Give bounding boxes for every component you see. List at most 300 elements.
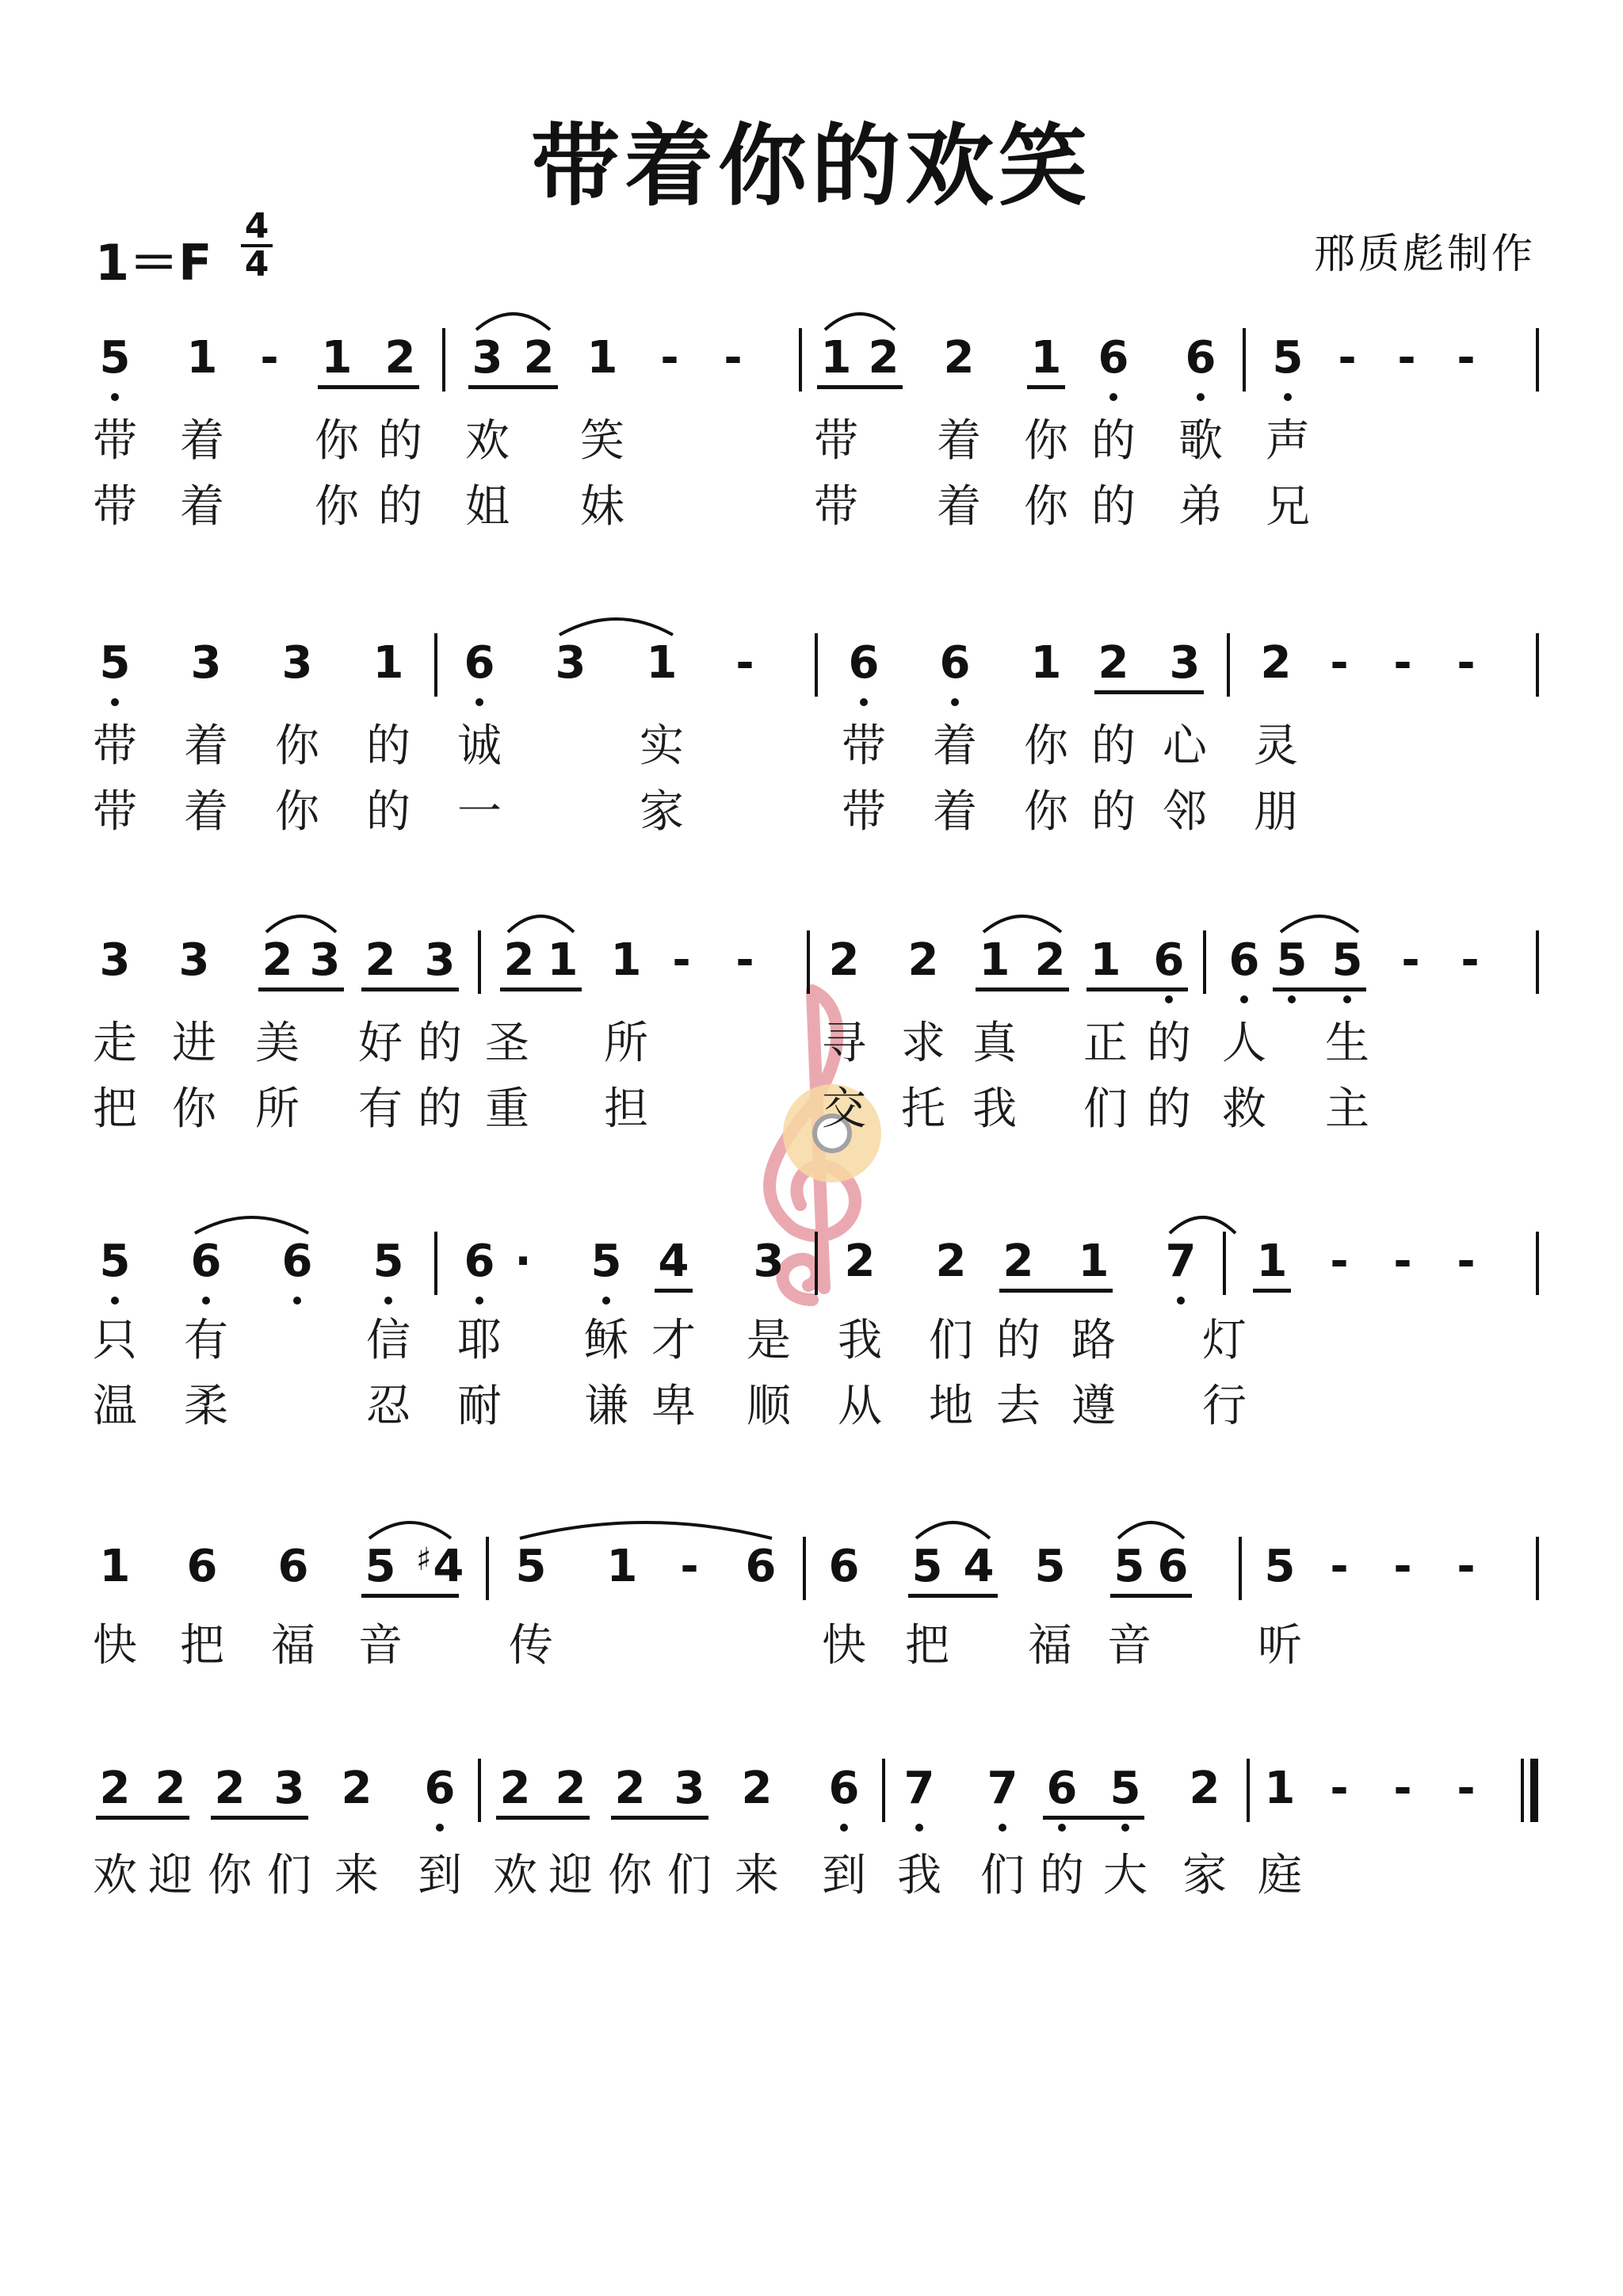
lyric-syllable: 带 xyxy=(814,415,858,467)
eighth-note-underline xyxy=(258,988,344,991)
song-title: 带着你的欢笑 xyxy=(531,114,1092,218)
barline xyxy=(486,1537,489,1600)
lyric-syllable: 的 xyxy=(1091,720,1136,772)
lyric-syllable: 声 xyxy=(1266,415,1310,467)
note: 3 xyxy=(1169,637,1201,689)
lyric-syllable: 诚 xyxy=(457,720,502,772)
low-octave-dot xyxy=(951,698,959,706)
low-octave-dot xyxy=(111,1297,119,1305)
note: 5 xyxy=(99,1236,131,1287)
note: 1 xyxy=(99,1541,131,1592)
lyric-syllable: 进 xyxy=(172,1018,216,1069)
note: 1 xyxy=(1030,332,1062,384)
note: 5 xyxy=(365,1541,396,1592)
dash-sustain: - xyxy=(1338,332,1357,384)
lyric-syllable: 迎 xyxy=(148,1850,193,1901)
lyric-syllable: 带 xyxy=(93,415,137,467)
barline xyxy=(799,328,802,392)
note: 1 xyxy=(1030,637,1062,689)
note: 7 xyxy=(903,1763,935,1814)
low-octave-dot xyxy=(436,1824,444,1832)
barline xyxy=(1536,930,1539,994)
note: 6 xyxy=(1228,934,1260,986)
lyric-syllable: 只 xyxy=(93,1315,137,1366)
low-octave-dot xyxy=(840,1824,848,1832)
note: 2 xyxy=(1002,1236,1034,1287)
note: 7 xyxy=(987,1763,1018,1814)
dash-sustain: - xyxy=(735,934,754,986)
eighth-note-underline xyxy=(1027,385,1065,389)
lyric-syllable: 柔 xyxy=(184,1381,228,1432)
note: 6 xyxy=(1098,332,1129,384)
note: 6 xyxy=(848,637,880,689)
low-octave-dot xyxy=(1288,995,1296,1003)
lyric-syllable: 耶 xyxy=(457,1315,502,1366)
lyric-syllable: 带 xyxy=(842,720,886,772)
note: 2 xyxy=(1189,1763,1220,1814)
lyric-syllable: 着 xyxy=(937,481,981,533)
lyric-syllable: 你 xyxy=(275,786,319,838)
lyric-syllable: 有 xyxy=(358,1083,403,1135)
dash-sustain: - xyxy=(1393,1236,1412,1287)
note: 3 xyxy=(674,1763,705,1814)
low-octave-dot xyxy=(602,1297,610,1305)
eighth-note-underline xyxy=(1094,690,1204,694)
eighth-note-underline xyxy=(468,385,558,389)
low-octave-dot xyxy=(1343,995,1351,1003)
note: 5 xyxy=(99,637,131,689)
note: 3 xyxy=(309,934,341,986)
dash-sustain: - xyxy=(660,332,679,384)
lyric-syllable: 顺 xyxy=(747,1381,791,1432)
note: 2 xyxy=(214,1763,246,1814)
final-barline xyxy=(1530,1759,1538,1822)
lyric-syllable: 去 xyxy=(996,1381,1041,1432)
note: 2 xyxy=(499,1763,531,1814)
lyric-syllable: 的 xyxy=(1091,481,1136,533)
final-barline-thin xyxy=(1521,1759,1524,1822)
lyric-syllable: 的 xyxy=(378,481,422,533)
low-octave-dot xyxy=(1177,1297,1185,1305)
lyric-syllable: 大 xyxy=(1103,1850,1148,1901)
note: 6 xyxy=(464,637,495,689)
note: 1 xyxy=(1090,934,1121,986)
lyric-syllable: 的 xyxy=(1091,786,1136,838)
eighth-note-underline xyxy=(611,1816,708,1820)
low-octave-dot xyxy=(293,1297,301,1305)
eighth-note-underline xyxy=(361,1594,459,1598)
lyric-syllable: 担 xyxy=(604,1083,648,1135)
low-octave-dot xyxy=(111,698,119,706)
dash-sustain: - xyxy=(672,934,691,986)
lyric-syllable: 朋 xyxy=(1254,786,1298,838)
note: 6 xyxy=(186,1541,218,1592)
lyric-syllable: 着 xyxy=(180,481,224,533)
low-octave-dot xyxy=(1058,1824,1066,1832)
lyric-syllable: 托 xyxy=(901,1083,945,1135)
dash-sustain: - xyxy=(1457,637,1476,689)
note: 3 xyxy=(281,637,313,689)
note-digit: 4 xyxy=(433,1541,464,1592)
note: 5 xyxy=(99,332,131,384)
dash-sustain: - xyxy=(680,1541,699,1592)
note: 5 xyxy=(372,1236,404,1287)
lyric-syllable: 福 xyxy=(1028,1620,1072,1671)
barline xyxy=(807,930,810,994)
lyric-syllable: 谦 xyxy=(584,1381,628,1432)
lyric-syllable: 着 xyxy=(184,720,228,772)
lyric-syllable: 你 xyxy=(1024,786,1068,838)
lyric-syllable: 带 xyxy=(93,720,137,772)
lyric-syllable: 灯 xyxy=(1202,1315,1247,1366)
lyric-syllable: 歌 xyxy=(1178,415,1223,467)
lyric-syllable: 灵 xyxy=(1254,720,1298,772)
note: 6 xyxy=(828,1541,860,1592)
lyric-syllable: 传 xyxy=(509,1620,553,1671)
lyric-syllable: 真 xyxy=(972,1018,1017,1069)
note: 2 xyxy=(503,934,535,986)
dash-sustain: - xyxy=(1393,1541,1412,1592)
barline xyxy=(1243,328,1246,392)
sharp-accidental: ♯ xyxy=(416,1541,432,1578)
lyric-syllable: 庭 xyxy=(1258,1850,1302,1901)
note: 1 xyxy=(820,332,852,384)
lyric-syllable: 遵 xyxy=(1071,1381,1116,1432)
note: 2 xyxy=(99,1763,131,1814)
note: 2 xyxy=(523,332,555,384)
eighth-note-underline xyxy=(908,1594,998,1598)
note: 3 xyxy=(178,934,210,986)
lyric-syllable: 行 xyxy=(1202,1381,1247,1432)
lyric-syllable: 生 xyxy=(1325,1018,1369,1069)
lyric-syllable: 快 xyxy=(93,1620,137,1671)
lyric-syllable: 你 xyxy=(1024,481,1068,533)
dash-sustain: - xyxy=(735,637,754,689)
barline xyxy=(815,1232,818,1295)
low-octave-dot xyxy=(1197,393,1205,401)
lyric-syllable: 欢 xyxy=(465,415,510,467)
note: 1 xyxy=(1264,1763,1296,1814)
note xyxy=(416,1541,464,1596)
lyric-syllable: 的 xyxy=(366,786,411,838)
lyric-syllable: 温 xyxy=(93,1381,137,1432)
note: 2 xyxy=(943,332,975,384)
note: 5 xyxy=(1272,332,1304,384)
lyric-syllable: 才 xyxy=(651,1315,696,1366)
barline xyxy=(478,1759,481,1822)
lyric-syllable: 心 xyxy=(1163,720,1207,772)
note: 5 xyxy=(1264,1541,1296,1592)
lyric-syllable: 你 xyxy=(208,1850,252,1901)
note: 3 xyxy=(472,332,503,384)
eighth-note-underline xyxy=(1253,1289,1291,1293)
lyric-syllable: 你 xyxy=(172,1083,216,1135)
note: 6 xyxy=(190,1236,222,1287)
dash-sustain: - xyxy=(1457,1763,1476,1814)
note: 2 xyxy=(907,934,939,986)
lyric-syllable: 所 xyxy=(255,1083,300,1135)
lyric-syllable: 好 xyxy=(358,1018,403,1069)
lyric-syllable: 欢 xyxy=(493,1850,537,1901)
low-octave-dot xyxy=(202,1297,210,1305)
lyric-syllable: 带 xyxy=(93,481,137,533)
note: 5 xyxy=(1109,1763,1141,1814)
note: 7 xyxy=(1165,1236,1197,1287)
note: 1 xyxy=(372,637,404,689)
lyric-syllable: 是 xyxy=(747,1315,791,1366)
eighth-note-underline xyxy=(817,385,903,389)
lyric-syllable: 你 xyxy=(1024,720,1068,772)
barline xyxy=(1536,633,1539,697)
lyric-syllable: 从 xyxy=(838,1381,882,1432)
note: 2 xyxy=(844,1236,876,1287)
note: 1 xyxy=(610,934,642,986)
lyric-syllable: 带 xyxy=(814,481,858,533)
lyric-syllable: 路 xyxy=(1071,1315,1116,1366)
lyric-syllable: 信 xyxy=(366,1315,411,1366)
low-octave-dot xyxy=(860,698,868,706)
lyric-syllable: 交 xyxy=(822,1083,866,1135)
lyric-syllable: 救 xyxy=(1222,1083,1266,1135)
barline xyxy=(434,633,437,697)
dash-sustain: - xyxy=(1397,332,1416,384)
dash-sustain: - xyxy=(1330,1236,1349,1287)
lyric-syllable: 们 xyxy=(980,1850,1025,1901)
lyric-syllable: 你 xyxy=(275,720,319,772)
lyric-syllable: 主 xyxy=(1325,1083,1369,1135)
dash-sustain: - xyxy=(1330,637,1349,689)
lyric-syllable: 着 xyxy=(933,720,977,772)
note: 2 xyxy=(341,1763,372,1814)
eighth-note-underline xyxy=(496,1816,590,1820)
note: 4 xyxy=(963,1541,995,1592)
note: 3 xyxy=(273,1763,305,1814)
lyric-syllable: 的 xyxy=(366,720,411,772)
lyric-syllable: 地 xyxy=(929,1381,973,1432)
note: 6 xyxy=(1185,332,1216,384)
barline xyxy=(815,633,818,697)
lyric-syllable: 实 xyxy=(640,720,684,772)
lyric-syllable: 着 xyxy=(180,415,224,467)
eighth-note-underline xyxy=(1086,988,1188,991)
note: 6 xyxy=(281,1236,313,1287)
lyric-syllable: 你 xyxy=(1024,415,1068,467)
barline xyxy=(1536,1232,1539,1295)
note: 3 xyxy=(753,1236,785,1287)
eighth-note-underline xyxy=(96,1816,189,1820)
eighth-note-underline xyxy=(500,988,582,991)
lyric-syllable: 忍 xyxy=(366,1381,411,1432)
low-octave-dot xyxy=(475,1297,483,1305)
time-signature-top: 4 xyxy=(244,206,269,246)
barline xyxy=(478,930,481,994)
note: 1 xyxy=(1078,1236,1109,1287)
note: 3 xyxy=(99,934,131,986)
lyric-syllable: 有 xyxy=(184,1315,228,1366)
dash-sustain: - xyxy=(1393,637,1412,689)
barline xyxy=(1247,1759,1250,1822)
lyric-syllable: 的 xyxy=(378,415,422,467)
lyric-syllable: 的 xyxy=(1147,1083,1191,1135)
eighth-note-underline xyxy=(976,988,1069,991)
eighth-note-underline xyxy=(655,1289,693,1293)
lyric-syllable: 正 xyxy=(1083,1018,1128,1069)
note: 1 xyxy=(606,1541,638,1592)
lyric-syllable: 妹 xyxy=(580,481,624,533)
eighth-note-underline xyxy=(318,385,419,389)
lyric-syllable: 兄 xyxy=(1266,481,1310,533)
lyric-syllable: 你 xyxy=(315,415,359,467)
note: 1 xyxy=(646,637,678,689)
lyric-syllable: 人 xyxy=(1222,1018,1266,1069)
barline xyxy=(1227,633,1230,697)
dash-sustain: - xyxy=(1457,332,1476,384)
note: 6 xyxy=(424,1763,456,1814)
barline xyxy=(1536,328,1539,392)
lyric-syllable: 到 xyxy=(822,1850,866,1901)
lyric-syllable: 卑 xyxy=(651,1381,696,1432)
note: 5 xyxy=(590,1236,622,1287)
low-octave-dot xyxy=(1284,393,1292,401)
augmentation-dot: · xyxy=(514,1236,532,1287)
note: 6 xyxy=(1157,1541,1189,1592)
eighth-note-underline xyxy=(1043,1816,1081,1820)
low-octave-dot xyxy=(1109,393,1117,401)
lyric-syllable: 所 xyxy=(604,1018,648,1069)
lyric-syllable: 弟 xyxy=(1178,481,1223,533)
lyric-syllable: 你 xyxy=(608,1850,652,1901)
lyric-syllable: 来 xyxy=(735,1850,779,1901)
note: 2 xyxy=(1260,637,1292,689)
arranger-credit: 邢质彪制作 xyxy=(1313,231,1536,278)
note: 1 xyxy=(321,332,353,384)
lyric-syllable: 带 xyxy=(93,786,137,838)
barline xyxy=(434,1232,437,1295)
note: 2 xyxy=(555,1763,586,1814)
barline xyxy=(803,1537,806,1600)
lyric-syllable: 着 xyxy=(933,786,977,838)
lyric-syllable: 带 xyxy=(842,786,886,838)
lyric-syllable: 福 xyxy=(271,1620,315,1671)
barline xyxy=(1239,1537,1242,1600)
key-signature: 1＝F xyxy=(95,234,212,292)
lyric-syllable: 把 xyxy=(93,1083,137,1135)
lyric-syllable: 们 xyxy=(267,1850,311,1901)
note: 2 xyxy=(741,1763,773,1814)
note: 3 xyxy=(424,934,456,986)
barline xyxy=(442,328,445,392)
note: 6 xyxy=(277,1541,309,1592)
dash-sustain: - xyxy=(1330,1541,1349,1592)
dash-sustain: - xyxy=(724,332,743,384)
note: 5 xyxy=(515,1541,547,1592)
note: 6 xyxy=(464,1236,495,1287)
lyric-syllable: 们 xyxy=(1083,1083,1128,1135)
lyric-syllable: 的 xyxy=(1091,415,1136,467)
note: 6 xyxy=(1046,1763,1078,1814)
lyric-syllable: 美 xyxy=(255,1018,300,1069)
low-octave-dot xyxy=(111,393,119,401)
barline xyxy=(882,1759,885,1822)
lyric-syllable: 的 xyxy=(1147,1018,1191,1069)
dash-sustain: - xyxy=(1393,1763,1412,1814)
note: 2 xyxy=(262,934,293,986)
eighth-note-underline xyxy=(999,1289,1113,1293)
time-signature-bottom: 4 xyxy=(244,244,269,285)
lyric-syllable: 音 xyxy=(358,1620,403,1671)
note: 2 xyxy=(1034,934,1066,986)
low-octave-dot xyxy=(384,1297,392,1305)
barline xyxy=(1223,1232,1226,1295)
eighth-note-underline xyxy=(1110,1594,1192,1598)
note: 6 xyxy=(745,1541,777,1592)
note: 2 xyxy=(614,1763,646,1814)
note: 2 xyxy=(365,934,396,986)
lyric-syllable: 把 xyxy=(905,1620,949,1671)
lyric-syllable: 着 xyxy=(184,786,228,838)
lyric-syllable: 耐 xyxy=(457,1381,502,1432)
low-octave-dot xyxy=(1121,1824,1129,1832)
lyric-syllable: 我 xyxy=(897,1850,941,1901)
low-octave-dot xyxy=(1165,995,1173,1003)
lyric-syllable: 欢 xyxy=(93,1850,137,1901)
note: 2 xyxy=(1098,637,1129,689)
dash-sustain: - xyxy=(1461,934,1480,986)
note: 5 xyxy=(1276,934,1308,986)
note: 2 xyxy=(868,332,899,384)
lyric-syllable: 我 xyxy=(838,1315,882,1366)
lyric-syllable: 着 xyxy=(937,415,981,467)
lyric-syllable: 的 xyxy=(996,1315,1041,1366)
note: 1 xyxy=(186,332,218,384)
note: 3 xyxy=(555,637,586,689)
lyric-syllable: 们 xyxy=(667,1850,712,1901)
note: 5 xyxy=(1034,1541,1066,1592)
lyric-syllable: 听 xyxy=(1258,1620,1302,1671)
note: 1 xyxy=(547,934,579,986)
lyric-syllable: 家 xyxy=(1182,1850,1227,1901)
lyric-syllable: 家 xyxy=(640,786,684,838)
note: 5 xyxy=(1331,934,1363,986)
lyric-syllable: 的 xyxy=(418,1018,462,1069)
note: 1 xyxy=(1256,1236,1288,1287)
lyric-syllable: 来 xyxy=(334,1850,379,1901)
note: 5 xyxy=(911,1541,943,1592)
lyric-syllable: 笑 xyxy=(580,415,624,467)
eighth-note-underline xyxy=(211,1816,308,1820)
lyric-syllable: 一 xyxy=(457,786,502,838)
note: 6 xyxy=(828,1763,860,1814)
lyric-syllable: 重 xyxy=(485,1083,529,1135)
note: 1 xyxy=(586,332,618,384)
note: 3 xyxy=(190,637,222,689)
note: 2 xyxy=(828,934,860,986)
dash-sustain: - xyxy=(1401,934,1420,986)
low-octave-dot xyxy=(999,1824,1006,1832)
lyric-syllable: 姐 xyxy=(465,481,510,533)
lyric-syllable: 快 xyxy=(822,1620,866,1671)
dash-sustain: - xyxy=(1457,1236,1476,1287)
note: 4 xyxy=(658,1236,689,1287)
lyric-syllable: 音 xyxy=(1107,1620,1151,1671)
dash-sustain: - xyxy=(1457,1541,1476,1592)
lyric-syllable: 的 xyxy=(1040,1850,1084,1901)
note: 2 xyxy=(384,332,416,384)
lyric-syllable: 圣 xyxy=(485,1018,529,1069)
dash-sustain: - xyxy=(260,332,279,384)
eighth-note-underline xyxy=(361,988,459,991)
lyric-syllable: 稣 xyxy=(584,1315,628,1366)
